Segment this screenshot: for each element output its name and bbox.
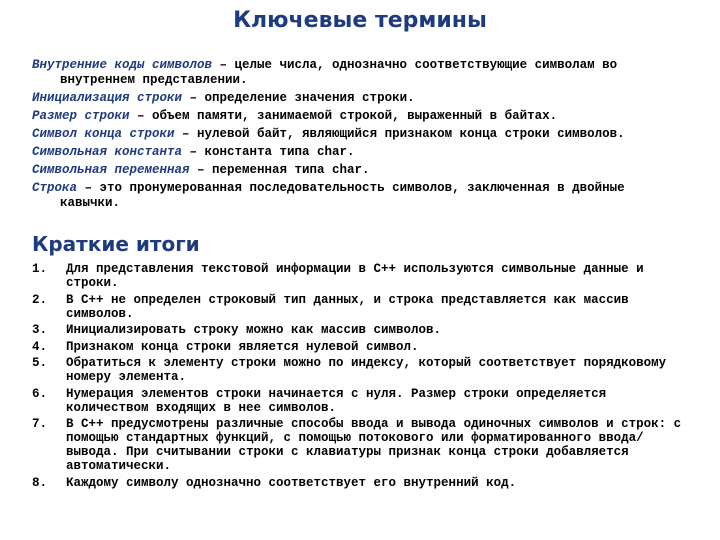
term-name: Внутренние коды символов xyxy=(32,58,213,72)
summary-item-number: 1. xyxy=(32,262,48,276)
summary-item-text: В С++ не определен строковый тип данных, и строка представляется как массив символов. xyxy=(66,292,629,321)
summary-item xyxy=(32,356,692,384)
term-name: Символ конца строки xyxy=(32,127,175,141)
summary-item xyxy=(32,476,692,490)
summary-item-number: 6. xyxy=(32,386,48,401)
term-definition: – константа типа char. xyxy=(182,145,355,159)
term-item xyxy=(32,127,692,142)
term-name: Инициализация строки xyxy=(32,91,183,105)
summary-item-text: Инициализировать строку можно как массив символов. xyxy=(66,323,442,337)
term-item xyxy=(32,109,692,124)
term-definition: – нулевой байт, являющийся признаком конца строки символов. xyxy=(174,127,625,141)
term-item xyxy=(32,181,692,211)
summary-item-number: 4. xyxy=(32,339,48,354)
summary-item-number: 5. xyxy=(32,356,48,370)
term-definition: – это пронумерованная последовательность символов, заключенная в двойные кавычки. xyxy=(60,181,625,210)
summary-list xyxy=(32,262,692,492)
term-item xyxy=(32,145,692,160)
summary-item-text: В С++ предусмотрены различные способы ввода и вывода одиночных символов и строк: с помощью стандартных функций, с помощью потокового или форматированного ввода/вывода. При считывании строки с клавиатуры признак конца строки добавляется автоматически. xyxy=(66,417,682,473)
term-definition: – определение значения строки. xyxy=(182,91,415,105)
summary-item-text: Признаком конца строки является нулевой символ. xyxy=(66,339,419,354)
summary-item xyxy=(32,387,692,415)
term-name: Символьная переменная xyxy=(32,163,190,177)
summary-item xyxy=(32,293,692,321)
term-item xyxy=(32,91,692,106)
term-item xyxy=(32,58,692,88)
summary-item xyxy=(32,417,692,473)
summary-item-number: 7. xyxy=(32,417,48,431)
term-definition: – объем памяти, занимаемой строкой, выраженный в байтах. xyxy=(129,109,558,123)
summary-heading: Краткие итоги xyxy=(32,232,200,256)
summary-item-text: Каждому символу однозначно соответствует его внутренний код. xyxy=(66,475,517,490)
summary-item-number: 2. xyxy=(32,292,48,307)
term-name: Размер строки xyxy=(32,109,130,123)
summary-item xyxy=(32,340,692,354)
term-name: Символьная константа xyxy=(32,145,183,159)
summary-item-number: 3. xyxy=(32,323,48,337)
summary-item-text: Нумерация элементов строки начинается с нуля. Размер строки определяется количеством входящих в нее символов. xyxy=(66,386,607,415)
term-definition: – переменная типа char. xyxy=(189,163,370,177)
summary-item xyxy=(32,262,692,290)
key-terms-list xyxy=(32,58,692,214)
term-definition: – целые числа, однозначно соответствующие символам во внутреннем представлении. xyxy=(60,58,618,87)
summary-item-text: Обратиться к элементу строки можно по индексу, который соответствует порядковому номеру элемента. xyxy=(66,356,667,384)
term-name: Строка xyxy=(32,181,78,195)
summary-item-number: 8. xyxy=(32,475,48,490)
term-item xyxy=(32,163,692,178)
summary-item xyxy=(32,323,692,337)
summary-item-text: Для представления текстовой информации в С++ используются символьные данные и строки. xyxy=(66,262,644,290)
page-title: Ключевые термины xyxy=(233,8,487,33)
